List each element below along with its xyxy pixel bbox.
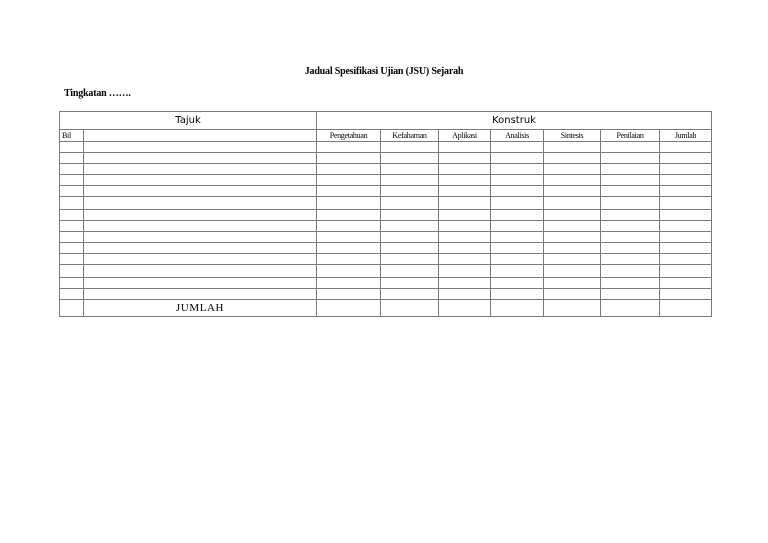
group-header-row	[60, 112, 712, 130]
table-cell	[601, 153, 660, 164]
table-cell	[84, 186, 317, 197]
table-cell	[491, 300, 544, 317]
table-cell	[660, 197, 712, 210]
table-cell	[317, 210, 381, 221]
specification-table	[59, 111, 712, 317]
table-cell	[601, 221, 660, 232]
table-cell	[317, 186, 381, 197]
table-cell	[381, 243, 439, 254]
table-cell	[601, 164, 660, 175]
table-row	[60, 210, 712, 221]
table-cell	[439, 278, 491, 289]
table-cell	[660, 210, 712, 221]
table-cell	[381, 175, 439, 186]
table-cell	[491, 232, 544, 243]
table-cell	[317, 197, 381, 210]
table-cell	[84, 175, 317, 186]
table-cell	[84, 142, 317, 153]
table-cell	[60, 197, 84, 210]
table-cell	[439, 186, 491, 197]
table-cell	[84, 289, 317, 300]
table-cell	[317, 243, 381, 254]
table-cell	[601, 210, 660, 221]
table-cell	[491, 153, 544, 164]
table-cell	[439, 142, 491, 153]
table-cell	[381, 186, 439, 197]
total-row-label: JUMLAH	[84, 300, 317, 317]
table-cell	[660, 221, 712, 232]
table-cell	[317, 289, 381, 300]
table-cell	[84, 232, 317, 243]
table-cell	[544, 197, 601, 210]
table-cell	[317, 221, 381, 232]
table-cell	[491, 210, 544, 221]
table-cell	[317, 300, 381, 317]
table-cell	[60, 175, 84, 186]
table-cell	[660, 186, 712, 197]
table-cell	[84, 278, 317, 289]
table-cell	[381, 210, 439, 221]
table-cell	[60, 289, 84, 300]
table-cell	[660, 232, 712, 243]
table-cell	[60, 142, 84, 153]
evaluation-column-header: Penilaian	[601, 130, 660, 142]
table-cell	[317, 164, 381, 175]
table-cell	[317, 254, 381, 265]
number-column-header: Bil	[60, 130, 84, 142]
analysis-column-header: Analisis	[491, 130, 544, 142]
table-cell	[60, 265, 84, 278]
table-cell	[660, 153, 712, 164]
table-cell	[544, 265, 601, 278]
table-cell	[439, 153, 491, 164]
table-cell	[491, 265, 544, 278]
table-cell	[439, 265, 491, 278]
total-column-header: Jumlah	[660, 130, 712, 142]
table-row	[60, 289, 712, 300]
table-cell	[601, 175, 660, 186]
table-cell	[60, 153, 84, 164]
table-cell	[381, 278, 439, 289]
column-header-row	[60, 130, 712, 142]
application-column-header: Aplikasi	[439, 130, 491, 142]
table-cell	[660, 278, 712, 289]
table-cell	[60, 254, 84, 265]
table-row	[60, 278, 712, 289]
table-row	[60, 175, 712, 186]
table-cell	[439, 221, 491, 232]
table-cell	[317, 278, 381, 289]
table-cell	[601, 243, 660, 254]
table-cell	[544, 175, 601, 186]
table-cell	[84, 210, 317, 221]
table-cell	[601, 254, 660, 265]
table-cell	[439, 164, 491, 175]
table-cell	[317, 175, 381, 186]
level-label: Tingkatan …….	[64, 88, 131, 99]
table-cell	[60, 232, 84, 243]
table-cell	[491, 289, 544, 300]
table-cell	[381, 265, 439, 278]
table-cell	[60, 164, 84, 175]
table-cell	[60, 186, 84, 197]
table-row	[60, 153, 712, 164]
table-cell	[491, 243, 544, 254]
table-cell	[439, 232, 491, 243]
table-cell	[491, 142, 544, 153]
table-cell	[544, 142, 601, 153]
table-cell	[491, 197, 544, 210]
table-cell	[491, 254, 544, 265]
table-cell	[60, 278, 84, 289]
table-cell	[381, 254, 439, 265]
table-cell	[381, 153, 439, 164]
table-cell	[439, 289, 491, 300]
table-cell	[544, 221, 601, 232]
table-cell	[317, 153, 381, 164]
table-row	[60, 254, 712, 265]
table-cell	[84, 254, 317, 265]
table-body	[60, 142, 712, 317]
document-title: Jadual Spesifikasi Ujian (JSU) Sejarah	[304, 66, 464, 77]
table-cell	[660, 164, 712, 175]
table-cell	[317, 265, 381, 278]
table-cell	[660, 254, 712, 265]
table-cell	[381, 289, 439, 300]
table-cell	[601, 197, 660, 210]
table-cell	[544, 186, 601, 197]
table-cell	[84, 164, 317, 175]
table-cell	[439, 300, 491, 317]
table-cell	[381, 142, 439, 153]
table-cell	[491, 186, 544, 197]
table-cell	[60, 210, 84, 221]
table-row	[60, 243, 712, 254]
topic-group-header: Tajuk	[60, 112, 317, 130]
table-cell	[381, 232, 439, 243]
table-cell	[544, 254, 601, 265]
table-cell	[544, 232, 601, 243]
table-cell	[60, 300, 84, 317]
table-row	[60, 142, 712, 153]
table-cell	[491, 175, 544, 186]
knowledge-column-header: Pengetahuan	[317, 130, 381, 142]
construct-group-header: Konstruk	[317, 112, 712, 130]
table-cell	[601, 278, 660, 289]
table-cell	[544, 289, 601, 300]
table-cell	[84, 243, 317, 254]
table-cell	[381, 300, 439, 317]
table-cell	[381, 221, 439, 232]
table-row	[60, 197, 712, 210]
total-row	[60, 300, 712, 317]
table-cell	[381, 197, 439, 210]
table-cell	[544, 278, 601, 289]
table-row	[60, 232, 712, 243]
comprehension-column-header: Kefahaman	[381, 130, 439, 142]
table-row	[60, 186, 712, 197]
table-row	[60, 221, 712, 232]
table-cell	[317, 232, 381, 243]
table-cell	[660, 142, 712, 153]
table-cell	[601, 265, 660, 278]
table-cell	[660, 289, 712, 300]
table-cell	[84, 153, 317, 164]
table-cell	[544, 164, 601, 175]
synthesis-column-header: Sintesis	[544, 130, 601, 142]
table-cell	[60, 243, 84, 254]
table-cell	[544, 153, 601, 164]
table-cell	[439, 175, 491, 186]
table-cell	[544, 300, 601, 317]
table-cell	[660, 243, 712, 254]
table-row	[60, 265, 712, 278]
table-cell	[660, 175, 712, 186]
table-cell	[660, 265, 712, 278]
table-cell	[544, 243, 601, 254]
table-row	[60, 164, 712, 175]
table-cell	[60, 221, 84, 232]
table-cell	[439, 254, 491, 265]
table-cell	[660, 300, 712, 317]
table-cell	[439, 243, 491, 254]
table-cell	[601, 186, 660, 197]
table-cell	[601, 289, 660, 300]
table-cell	[84, 221, 317, 232]
table-cell	[317, 142, 381, 153]
table-cell	[601, 300, 660, 317]
table-cell	[381, 164, 439, 175]
table-cell	[601, 142, 660, 153]
table-cell	[84, 265, 317, 278]
table-cell	[491, 164, 544, 175]
table-cell	[544, 210, 601, 221]
table-cell	[439, 210, 491, 221]
table-cell	[601, 232, 660, 243]
table-cell	[84, 197, 317, 210]
table-cell	[491, 221, 544, 232]
table-cell	[491, 278, 544, 289]
topic-column-header	[84, 130, 317, 142]
table-cell	[439, 197, 491, 210]
